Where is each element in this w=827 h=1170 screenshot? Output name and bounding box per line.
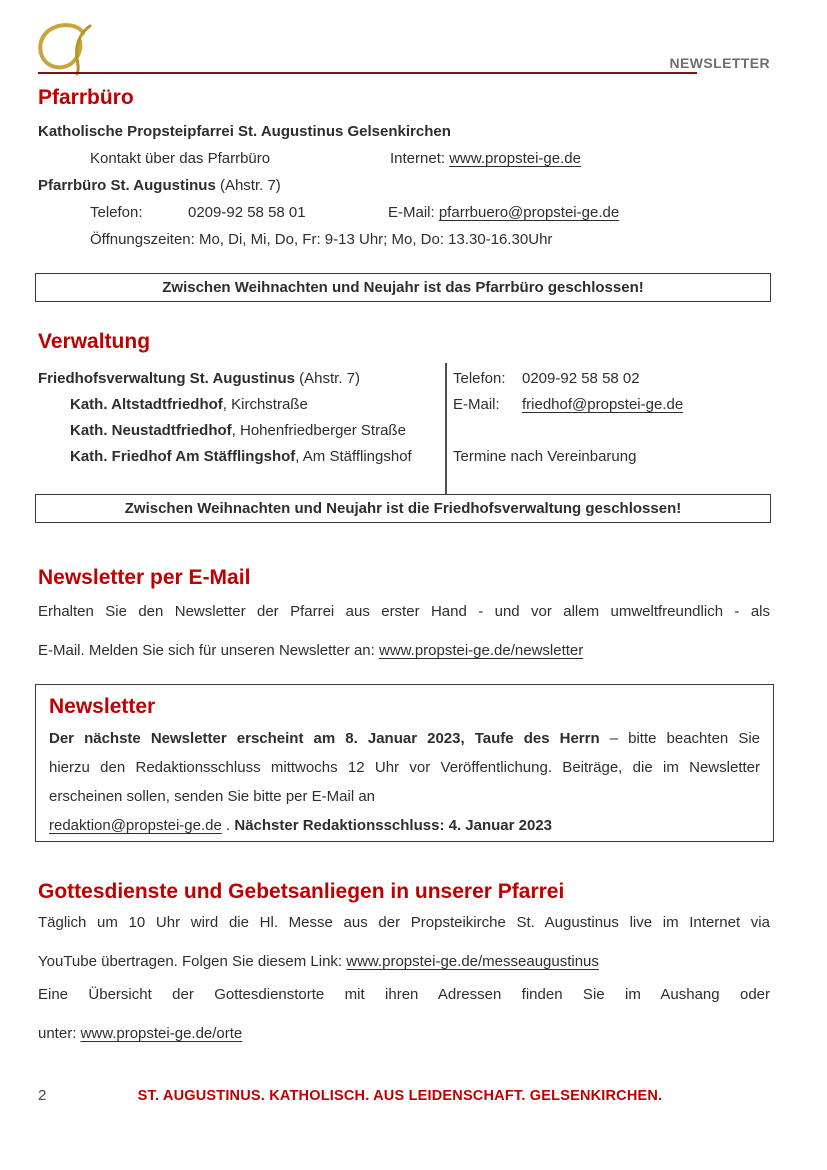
header-rule [38,72,697,74]
verwaltung-row [38,392,770,418]
friedhof-name: Kath. Altstadtfriedhof [70,396,223,413]
verwaltung-row [38,418,770,444]
newsletter-masthead: NEWSLETTER [669,55,770,71]
friedhof-street: , Am Stäfflingshof [295,448,412,465]
youtube-text: YouTube übertragen. Folgen Sie diesem Link: [38,953,347,970]
paragraph-line [49,816,760,836]
unter-text: unter: [38,1025,81,1042]
section-title-newsletter-email: Newsletter per E-Mail [38,566,251,589]
paragraph-line [38,1024,770,1044]
notice-box-pfarrbuero: Zwischen Weihnachten und Neujahr ist das Pfarrbüro geschlossen! [35,273,771,302]
hours-line [38,226,770,253]
opening-hours: Öffnungszeiten: Mo, Di, Mi, Do, Fr: 9-13 Uhr; Mo, Do: 13.30-16.30Uhr [90,231,553,248]
newsletter-email-paragraph [38,602,770,664]
signup-text: E-Mail. Melden Sie sich für unseren Newsletter an: [38,642,379,659]
office-address: (Ahstr. 7) [215,177,281,194]
email-label: E-Mail: [388,204,439,221]
heart-logo [33,20,97,76]
office-name: Pfarrbüro St. Augustinus [38,177,216,194]
telefon-label: Telefon: [90,204,143,221]
page-number: 2 [38,1087,47,1104]
gottesdienste-paragraph-1 [38,913,770,975]
pfarrbuero-contact-block [38,118,770,258]
newsletter-box-title: Newsletter [49,695,156,718]
paragraph-line [38,641,770,661]
verwaltung-telefon-value: 0209-92 58 58 02 [522,370,640,387]
paragraph-line: Täglich um 10 Uhr wird die Hl. Messe aus der Propsteikirche St. Augustinus live im Internet via [38,914,770,931]
paragraph-line: erscheinen sollen, senden Sie bitte per E-Mail an [49,788,376,805]
verwaltung-block [38,366,770,476]
verwaltung-row [38,444,770,470]
orte-link[interactable]: www.propstei-ge.de/orte [80,1025,243,1042]
website-link[interactable]: www.propstei-ge.de [449,150,581,167]
friedhof-cell [70,392,308,418]
verwaltung-telefon-label: Telefon: [453,370,506,387]
email-cell [388,199,619,226]
pfarrbuero-email-link[interactable]: pfarrbuero@propstei-ge.de [438,204,620,221]
internet-cell [390,145,581,172]
org-name: Katholische Propsteipfarrei St. Augustinus Gelsenkirchen [38,123,451,140]
telefon-line [38,199,770,226]
friedhof-cell [70,444,412,470]
line-rest: – bitte beachten Sie [599,730,760,747]
friedhof-name: Kath. Friedhof Am Stäfflingshof [70,448,296,465]
next-newsletter-date: Der nächste Newsletter erscheint am 8. Januar 2023, Taufe des Herrn [49,730,600,747]
friedhof-name: Kath. Neustadtfriedhof [70,422,232,439]
kontakt-text: Kontakt über das Pfarrbüro [90,150,271,167]
verwaltung-email-label: E-Mail: [453,396,500,413]
friedhof-street: , Hohenfriedberger Straße [231,422,406,439]
newsletter-signup-link[interactable]: www.propstei-ge.de/newsletter [378,642,584,659]
friedhofsverwaltung-name: Friedhofsverwaltung St. Augustinus [38,370,295,387]
paragraph-line [38,952,770,972]
section-title-verwaltung: Verwaltung [38,330,151,353]
org-line [38,118,770,145]
newsletter-info-box [35,684,774,842]
section-title-pfarrbuero: Pfarrbüro [38,86,134,109]
telefon-value: 0209-92 58 58 01 [188,204,306,221]
redaktion-email-link[interactable]: redaktion@propstei-ge.de [49,817,222,834]
office-line [38,172,770,199]
messe-stream-link[interactable]: www.propstei-ge.de/messeaugustinus [346,953,599,970]
internet-label: Internet: [390,150,450,167]
verwaltung-row [38,366,770,392]
friedhof-cell [70,418,406,444]
kontakt-line [38,145,770,172]
separator: . [221,817,235,834]
friedhof-email-link[interactable]: friedhof@propstei-ge.de [522,396,684,413]
paragraph-line: Eine Übersicht der Gottesdienstorte mit ihren Adressen finden Sie im Aushang oder [38,986,770,1003]
friedhofsverwaltung-address: (Ahstr. 7) [294,370,360,387]
notice-box-verwaltung: Zwischen Weihnachten und Neujahr ist die Friedhofsverwaltung geschlossen! [35,494,771,523]
gottesdienste-paragraph-2 [38,985,770,1047]
friedhof-street: , Kirchstraße [222,396,308,413]
paragraph-line [49,729,760,749]
section-title-gottesdienste: Gottesdienste und Gebetsanliegen in unserer Pfarrei [38,880,565,903]
termine-text: Termine nach Vereinbarung [453,448,637,465]
paragraph-line: hierzu den Redaktionsschluss mittwochs 12 Uhr vor Veröffentlichung. Beiträge, die im Newsletter [49,759,760,776]
footer-slogan: ST. AUGUSTINUS. KATHOLISCH. AUS LEIDENSCHAFT. GELSENKIRCHEN. [137,1088,663,1104]
paragraph-line: Erhalten Sie den Newsletter der Pfarrei aus erster Hand - und vor allem umweltfreundlich - als [38,603,770,620]
redaktionsschluss-text: Nächster Redaktionsschluss: 4. Januar 2023 [234,817,553,834]
